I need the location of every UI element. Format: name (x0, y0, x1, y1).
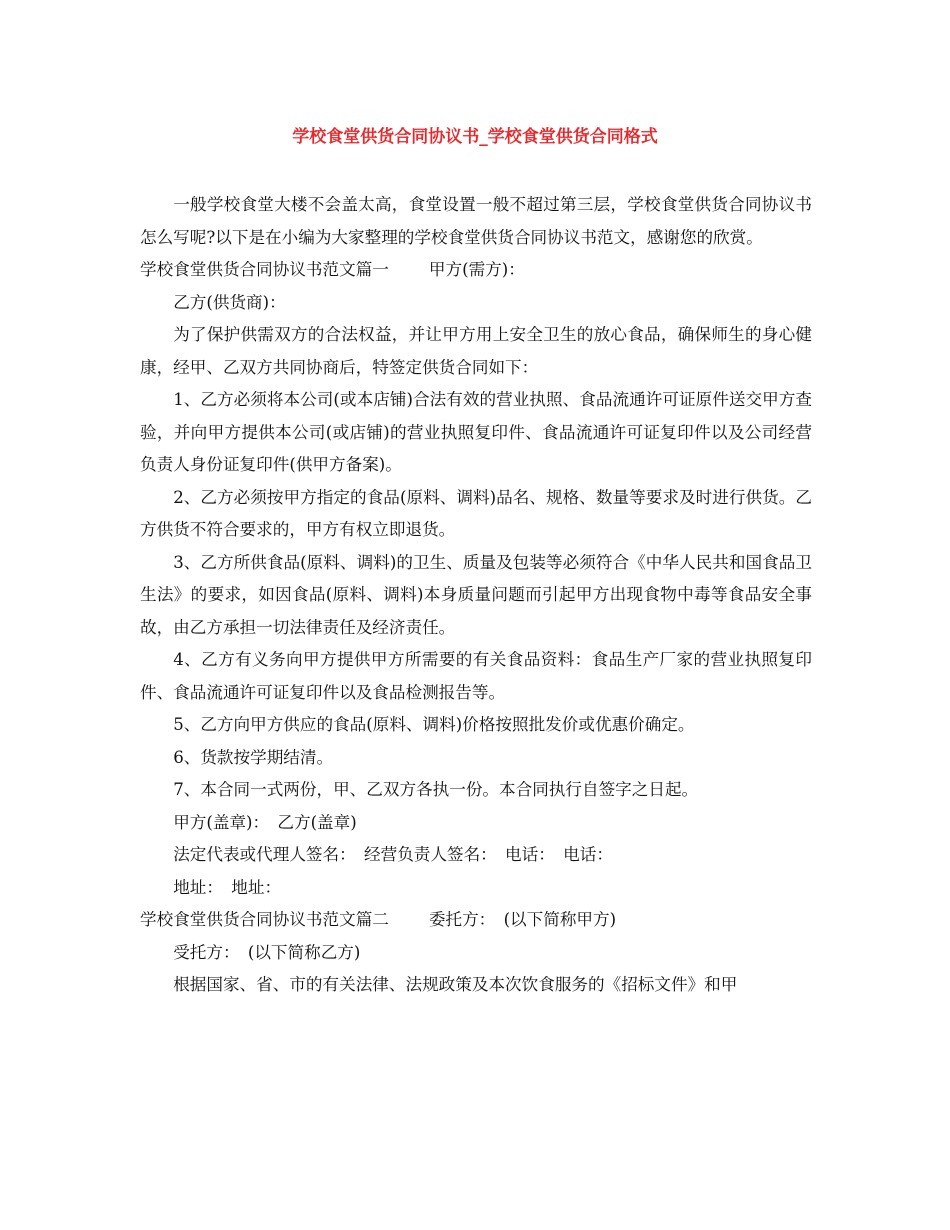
section-one-party-a: 甲方(需方)： (428, 260, 525, 279)
trustee-line: 受托方： (以下简称乙方) (173, 942, 361, 962)
section-two-heading: 学校食堂供货合同协议书范文篇二 (140, 910, 389, 929)
clause-2: 2、乙方必须按甲方指定的食品(原料、调料)品名、规格、数量等要求及时进行供货。乙方供货不符合要求的，甲方有权立即退货。 (140, 487, 812, 539)
purpose-paragraph: 为了保护供需双方的合法权益，并让甲方用上安全卫生的放心食品，确保师生的身心健康，经甲、乙双方共同协商后，特签定供货合同如下： (140, 325, 812, 377)
clause-5: 5、乙方向甲方供应的食品(原料、调料)价格按照批发价或优惠价确定。 (173, 715, 695, 734)
intro-paragraph: 一般学校食堂大楼不会盖太高，食堂设置一般不超过第三层，学校食堂供货合同协议书怎么写呢?以下是在小编为大家整理的学校食堂供货合同协议书范文，感谢您的欣赏。 (140, 195, 812, 247)
signature-line: 法定代表或代理人签名： 经营负责人签名： 电话： 电话： (173, 845, 613, 864)
section-one-heading: 学校食堂供货合同协议书范文篇一 (140, 260, 389, 279)
clause-4: 4、乙方有义务向甲方提供甲方所需要的有关食品资料：食品生产厂家的营业执照复印件、食品流通许可证复印件以及食品检测报告等。 (140, 650, 812, 702)
address-line: 地址： 地址： (173, 877, 282, 897)
clause-3: 3、乙方所供食品(原料、调料)的卫生、质量及包装等必须符合《中华人民共和国食品卫生法》的要求，如因食品(原料、调料)本身质量问题而引起甲方出现食物中毒等食品安全事故，由乙方承担一切法律责任及经济责任。 (140, 552, 812, 637)
clause-7: 7、本合同一式两份，甲、乙双方各执一份。本合同执行自签字之日起。 (173, 780, 699, 799)
section-two-line (140, 904, 812, 937)
party-b-line: 乙方(供货商)： (173, 292, 286, 312)
document-body (140, 189, 812, 1002)
seal-line: 甲方(盖章)： 乙方(盖章) (173, 812, 357, 832)
section-two-party-a: 委托方： (以下简称甲方) (428, 910, 617, 929)
clause-1: 1、乙方必须将本公司(或本店铺)合法有效的营业执照、食品流通许可证原件送交甲方查验，并向甲方提供本公司(或店铺)的营业执照复印件、食品流通许可证复印件以及公司经营负责人身份证复印件(供甲方备案)。 (140, 390, 812, 474)
document-title: 学校食堂供货合同协议书_学校食堂供货合同格式 (292, 127, 658, 147)
basis-paragraph: 根据国家、省、市的有关法律、法规政策及本次饮食服务的《招标文件》和甲 (173, 975, 738, 994)
section-one-line (140, 254, 812, 287)
clause-6: 6、货款按学期结清。 (173, 747, 334, 767)
